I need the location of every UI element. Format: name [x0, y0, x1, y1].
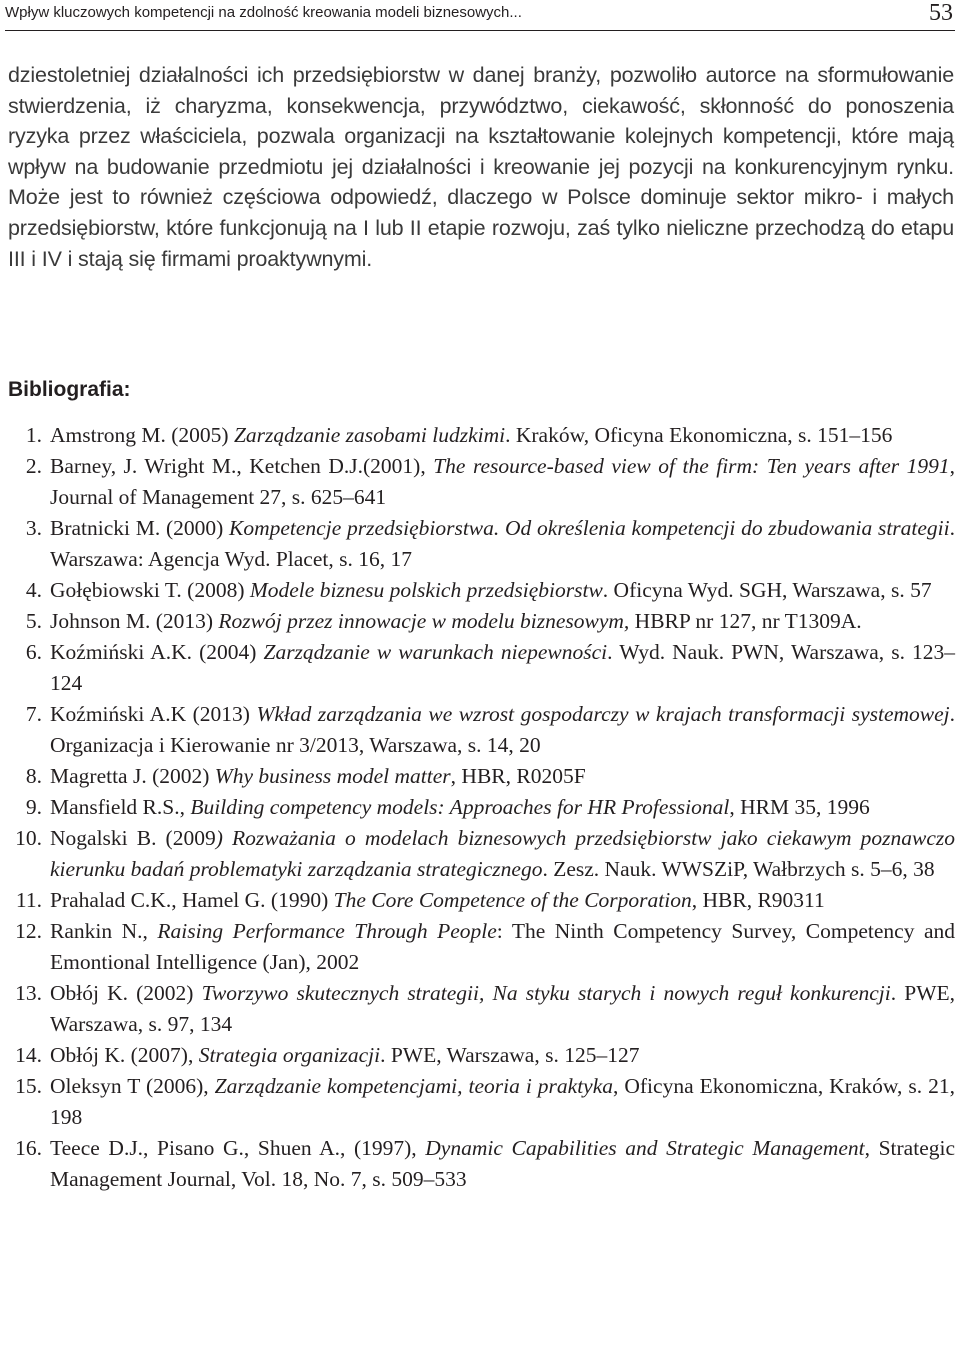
bibliography-entry: [8, 451, 955, 513]
entry-title: Kompetencje przedsiębiorstwa. Od określenia kompetencji do zbudowania strategii: [229, 516, 950, 540]
entry-title: Modele biznesu polskich przedsiębiorstw: [249, 578, 603, 602]
running-title: Wpływ kluczowych kompetencji na zdolność kreowania modeli biznesowych...: [5, 4, 522, 21]
entry-number: 7.: [25, 702, 42, 726]
entry-number: 9.: [25, 795, 42, 819]
entry-details: , HRM 35, 1996: [729, 795, 870, 819]
bibliography-heading: Bibliografia:: [8, 378, 131, 401]
entry-author: Mansfield R.S.,: [50, 795, 191, 819]
bibliography-entry: [8, 916, 955, 978]
entry-title: The Core Competence of the Corporation: [333, 888, 692, 912]
entry-number: 3.: [25, 516, 42, 540]
bibliography-entry: [8, 513, 955, 575]
entry-number: 4.: [25, 578, 42, 602]
entry-author: Johnson M. (2013): [50, 609, 219, 633]
entry-number: 6.: [25, 640, 42, 664]
entry-details: . Wyd. Nauk. PWN, Warszawa, s. 123–124: [50, 640, 955, 695]
entry-details: . PWE, Warszawa, s. 97, 134: [50, 981, 955, 1036]
entry-number: 13.: [15, 981, 42, 1005]
bibliography-entry: [8, 978, 955, 1040]
entry-author: Obłój K. (2002): [50, 981, 202, 1005]
entry-title: Zarządzanie w warunkach niepewności: [263, 640, 608, 664]
entry-title: Zarządzanie kompetencjami, teoria i praktyka: [214, 1074, 614, 1098]
entry-title: The resource-based view of the firm: Ten years after 1991: [433, 454, 950, 478]
entry-title: Wkład zarządzania we wzrost gospodarczy w krajach transformacji systemowej: [256, 702, 950, 726]
bibliography-entry: [8, 606, 955, 637]
entry-number: 1.: [25, 423, 42, 447]
bibliography-entry: [8, 1071, 955, 1133]
bibliography-entry: [8, 699, 955, 761]
entry-number: 11.: [15, 888, 42, 912]
entry-author: Bratnicki M. (2000): [50, 516, 229, 540]
entry-number: 5.: [25, 609, 42, 633]
entry-author: Amstrong M. (2005): [50, 423, 234, 447]
bibliography-entry: [8, 1040, 955, 1071]
entry-author: Nogalski B. (2009: [50, 826, 216, 850]
entry-number: 2.: [25, 454, 42, 478]
entry-details: . Organizacja i Kierowanie nr 3/2013, Warszawa, s. 14, 20: [50, 702, 956, 757]
entry-title: Raising Performance Through People: [157, 919, 497, 943]
entry-details: : The Ninth Competency Survey, Competency and Emontional Intelligence (Jan), 2002: [50, 919, 955, 974]
body-paragraph: dziestoletniej działalności ich przedsiębiorstw w danej branży, pozwoliło autorce na sformułowanie stwierdzenia, iż charyzma, konsekwencja, przywództwo, ciekawość, skłonność do ponoszenia ryzyka przez właściciela, pozwala organizacji na kształtowanie kolejnych kompetencji, które mają wpływ na budowanie przedmiotu jej działalności i kreowanie jej pozycji na konkurencyjnym rynku. Może jest to również częściowa odpowiedź, dlaczego w Polsce dominuje sektor mikro- i małych przedsiębiorstw, które funkcjonują na I lub II etapie rozwoju, zaś tylko nieliczne przechodzą do etapu III i IV i stają się firmami proaktywnymi.: [8, 63, 954, 271]
entry-title: ) Rozważania o modelach biznesowych przedsiębiorstw jako ciekawym poznawczo kierunku badań problematyki zarządzania strategicznego: [50, 826, 955, 881]
entry-number: 8.: [25, 764, 42, 788]
entry-details: , HBR, R90311: [691, 888, 825, 912]
entry-details: , Journal of Management 27, s. 625–641: [50, 454, 955, 509]
entry-author: Rankin N.,: [50, 919, 158, 943]
entry-author: Obłój K. (2007),: [50, 1043, 199, 1067]
entry-details: . Kraków, Oficyna Ekonomiczna, s. 151–156: [505, 423, 893, 447]
entry-details: , Strategic Management Journal, Vol. 18, No. 7, s. 509–533: [50, 1136, 955, 1191]
page-number: 53: [929, 0, 953, 26]
entry-title: Building competency models: Approaches for HR Professional: [190, 795, 730, 819]
entry-details: , Oficyna Ekonomiczna, Kraków, s. 21, 198: [50, 1074, 955, 1129]
entry-title: Tworzywo skutecznych strategii, Na styku starych i nowych reguł konkurencji: [201, 981, 891, 1005]
entry-title: Why business model matter: [214, 764, 451, 788]
entry-title: Strategia organizacji: [198, 1043, 381, 1067]
bibliography-entry: [8, 761, 955, 792]
entry-author: Barney, J. Wright M., Ketchen D.J.(2001),: [50, 454, 434, 478]
bibliography-entry: [8, 1133, 955, 1195]
bibliography-entry: [8, 420, 955, 451]
entry-number: 16.: [15, 1136, 42, 1160]
entry-author: Prahalad C.K., Hamel G. (1990): [50, 888, 334, 912]
entry-title: Rozwój przez innowacje w modelu biznesowym,: [218, 609, 630, 633]
entry-author: Koźmiński A.K (2013): [50, 702, 257, 726]
bibliography-entry: [8, 637, 955, 699]
entry-details: . Warszawa: Agencja Wyd. Placet, s. 16, 17: [50, 516, 955, 571]
bibliography-entry: [8, 792, 955, 823]
entry-author: Oleksyn T (2006),: [50, 1074, 215, 1098]
entry-number: 15.: [15, 1074, 42, 1098]
header-rule: [5, 30, 955, 31]
bibliography-entry: [8, 885, 955, 916]
entry-details: HBRP nr 127, nr T1309A.: [629, 609, 862, 633]
bibliography-list: [8, 420, 955, 1195]
entry-title: Zarządzanie zasobami ludzkimi: [233, 423, 506, 447]
entry-number: 12.: [15, 919, 42, 943]
entry-details: , HBR, R0205F: [450, 764, 586, 788]
entry-author: Magretta J. (2002): [50, 764, 215, 788]
bibliography-entry: [8, 823, 955, 885]
entry-details: . Oficyna Wyd. SGH, Warszawa, s. 57: [602, 578, 932, 602]
running-header: [5, 0, 957, 32]
entry-author: Teece D.J., Pisano G., Shuen A., (1997),: [50, 1136, 426, 1160]
entry-details: . PWE, Warszawa, s. 125–127: [380, 1043, 640, 1067]
bibliography-entry: [8, 575, 955, 606]
entry-author: Koźmiński A.K. (2004): [50, 640, 264, 664]
entry-author: Gołębiowski T. (2008): [50, 578, 250, 602]
entry-details: . Zesz. Nauk. WWSZiP, Wałbrzych s. 5–6, 38: [542, 857, 935, 881]
entry-number: 10.: [15, 826, 42, 850]
entry-number: 14.: [15, 1043, 42, 1067]
entry-title: Dynamic Capabilities and Strategic Management: [425, 1136, 865, 1160]
